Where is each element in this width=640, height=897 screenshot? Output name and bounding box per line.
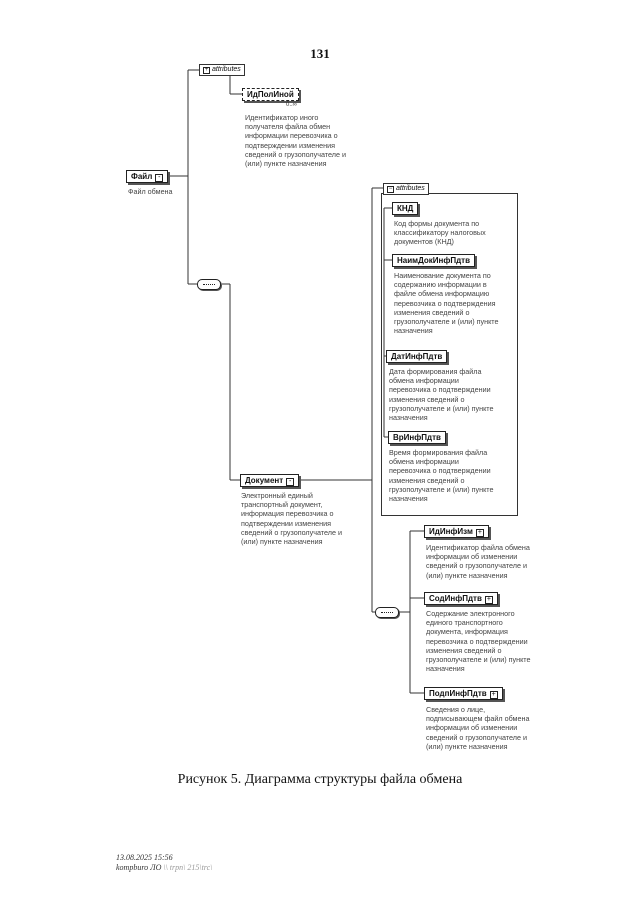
sequence-icon	[197, 279, 221, 290]
attribute-idpolinoy[interactable]: ИдПолИной	[242, 88, 299, 101]
expand-icon: +	[491, 691, 496, 698]
expand-icon: -	[155, 174, 163, 182]
element-podpinfpdtv[interactable]: ПодпИнфПдтв +	[424, 687, 503, 700]
element-podpinfpdtv-description: Сведения о лице, подписывающем файл обмена информации об изменении сведений о грузополучателе и (или) пункте назначения	[426, 705, 530, 751]
attribute-knd[interactable]: КНД	[392, 202, 418, 215]
expand-icon: +	[477, 529, 482, 536]
attribute-naimdokinfpdtv-description: Наименование документа по содержанию информации в файле обмена информацию перевозчика о подтверждения изменения сведений о грузополучателе и (или) пункте назначения	[394, 271, 499, 336]
attribute-datinfpdtv[interactable]: ДатИнфПдтв	[386, 350, 447, 363]
root-element-fail[interactable]: Файл -	[126, 170, 168, 183]
occurrence-label: 0..∞	[286, 102, 297, 108]
element-idinfizm[interactable]: ИдИнфИзм +	[424, 525, 489, 538]
attribute-datinfpdtv-description: Дата формирования файла обмена информации перевозчика о подтверждении изменения сведений о грузополучателе и (или) пункте назначения	[389, 367, 494, 423]
footer-user-line	[116, 863, 212, 873]
footer-user: kompburo ЛО	[116, 863, 162, 872]
element-dokument-description: Электронный единый транспортный документ, информация перевозчика о подтверждении изменения сведений о грузополучателе и (или) пункте назначения	[241, 491, 342, 547]
footer-extra: \\ trpn\ 215\trc\	[163, 863, 213, 872]
element-sodinfpdtv-description: Содержание электронного единого транспортного документа, информация перевозчика о подтверждении изменения сведений о грузополучателе и (или) пункте назначения	[426, 609, 531, 674]
attribute-vrinfpdtv-description: Время формирования файла обмена информации перевозчика о подтверждении изменения сведений о грузополучателе и (или) пункте назначения	[389, 448, 494, 504]
expand-icon: +	[486, 596, 491, 603]
collapse-icon: −	[388, 186, 393, 192]
element-idinfizm-description: Идентификатор файла обмена информации об изменении сведений о грузополучателе и (или) пункте назначения	[426, 543, 530, 580]
attribute-vrinfpdtv[interactable]: ВрИнфПдтв	[388, 431, 446, 444]
attribute-idpolinoy-description: Идентификатор иного получателя файла обмен информации перевозчика о подтверждении изменения сведений о грузополучателе и (или) пункте назначения	[245, 113, 346, 169]
root-element-description: Файл обмена	[128, 187, 173, 196]
footer-stamp	[116, 853, 212, 873]
page-number: 131	[310, 46, 330, 61]
document-attributes-header: − attributes	[383, 183, 429, 195]
figure-caption: Рисунок 5. Диаграмма структуры файла обмена	[177, 772, 463, 787]
root-attributes-header: + attributes	[199, 64, 245, 76]
sequence-icon	[375, 607, 399, 618]
expand-icon: +	[204, 67, 209, 73]
expand-icon: -	[286, 478, 294, 486]
attribute-naimdokinfpdtv[interactable]: НаимДокИнфПдтв	[392, 254, 475, 267]
element-dokument[interactable]: Документ -	[240, 474, 299, 487]
attribute-knd-description: Код формы документа по классификатору налоговых документов (КНД)	[394, 219, 486, 247]
element-sodinfpdtv[interactable]: СодИнфПдтв +	[424, 592, 498, 605]
footer-date: 13.08.2025 15:56	[116, 853, 173, 862]
